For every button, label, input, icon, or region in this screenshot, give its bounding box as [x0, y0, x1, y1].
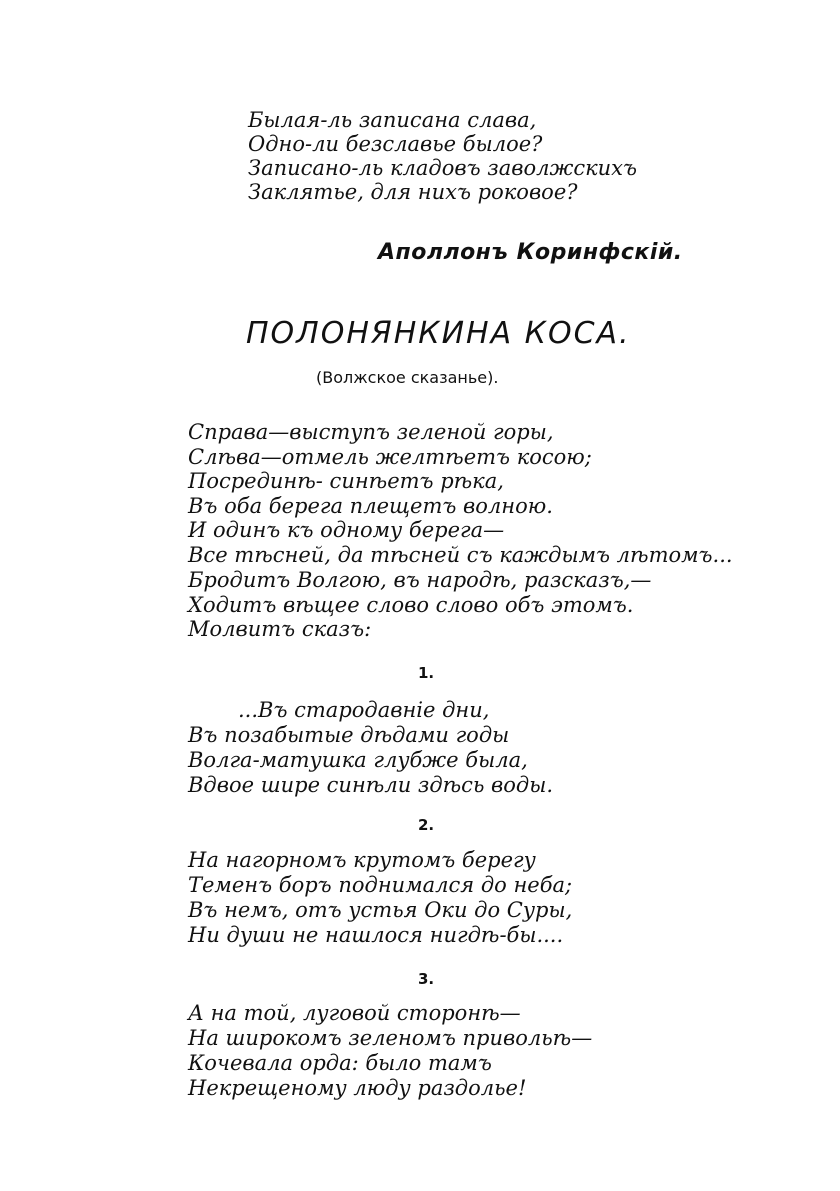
poem-line: А на той, луговой сторонѣ— — [188, 1001, 521, 1025]
poem-line: Посрединѣ- синѣетъ рѣка, — [188, 469, 504, 493]
epigraph-line: Одно-ли безславье былое? — [248, 132, 543, 156]
poem-line: Справа—выступъ зеленой горы, — [188, 420, 554, 444]
poem-subtitle: (Волжское сказанье). — [316, 368, 499, 387]
poem-title: ПОЛОНЯНКИНА КОСА. — [246, 316, 631, 351]
epigraph-line: Заклятье, для нихъ роковое? — [248, 180, 578, 204]
poem-line: Слѣва—отмель желтѣетъ косою; — [188, 445, 592, 469]
section-number: 2. — [418, 816, 435, 834]
epigraph-author: Аполлонъ Коринфскій. — [378, 240, 683, 265]
epigraph-line: Записано-ль кладовъ заволжскихъ — [248, 156, 638, 180]
poem-line: Ходитъ вѣщее слово слово объ этомъ. — [188, 593, 634, 617]
poem-line: Въ оба берега плещетъ волною. — [188, 494, 553, 518]
poem-line: Волга-матушка глубже была, — [188, 748, 528, 772]
poem-line: Теменъ боръ поднимался до неба; — [188, 873, 573, 897]
poem-line: Вдвое шире синѣли здѣсь воды. — [188, 773, 554, 797]
poem-line: На широкомъ зеленомъ привольѣ— — [188, 1026, 593, 1050]
poem-line: Въ немъ, отъ устья Оки до Суры, — [188, 898, 573, 922]
poem-line: Бродитъ Волгою, въ народѣ, разсказъ,— — [188, 568, 652, 592]
poem-line: Въ позабытые дѣдами годы — [188, 723, 510, 747]
poem-line: На нагорномъ крутомъ берегу — [188, 848, 536, 872]
poem-line: Ни души не нашлося нигдѣ-бы.... — [188, 923, 564, 947]
poem-line: И одинъ къ одному берега— — [188, 518, 505, 542]
section-number: 1. — [418, 664, 435, 682]
epigraph-line: Былая-ль записана слава, — [248, 108, 537, 132]
poem-line: Все тѣсней, да тѣсней съ каждымъ лѣтомъ... — [188, 543, 733, 567]
poem-line: Кочевала орда: было тамъ — [188, 1051, 492, 1075]
poem-line: Некрещеному люду раздолье! — [188, 1076, 527, 1100]
section-number: 3. — [418, 970, 435, 988]
poem-line: ...Въ стародавніе дни, — [238, 698, 490, 722]
poem-line: Молвитъ сказъ: — [188, 617, 372, 641]
